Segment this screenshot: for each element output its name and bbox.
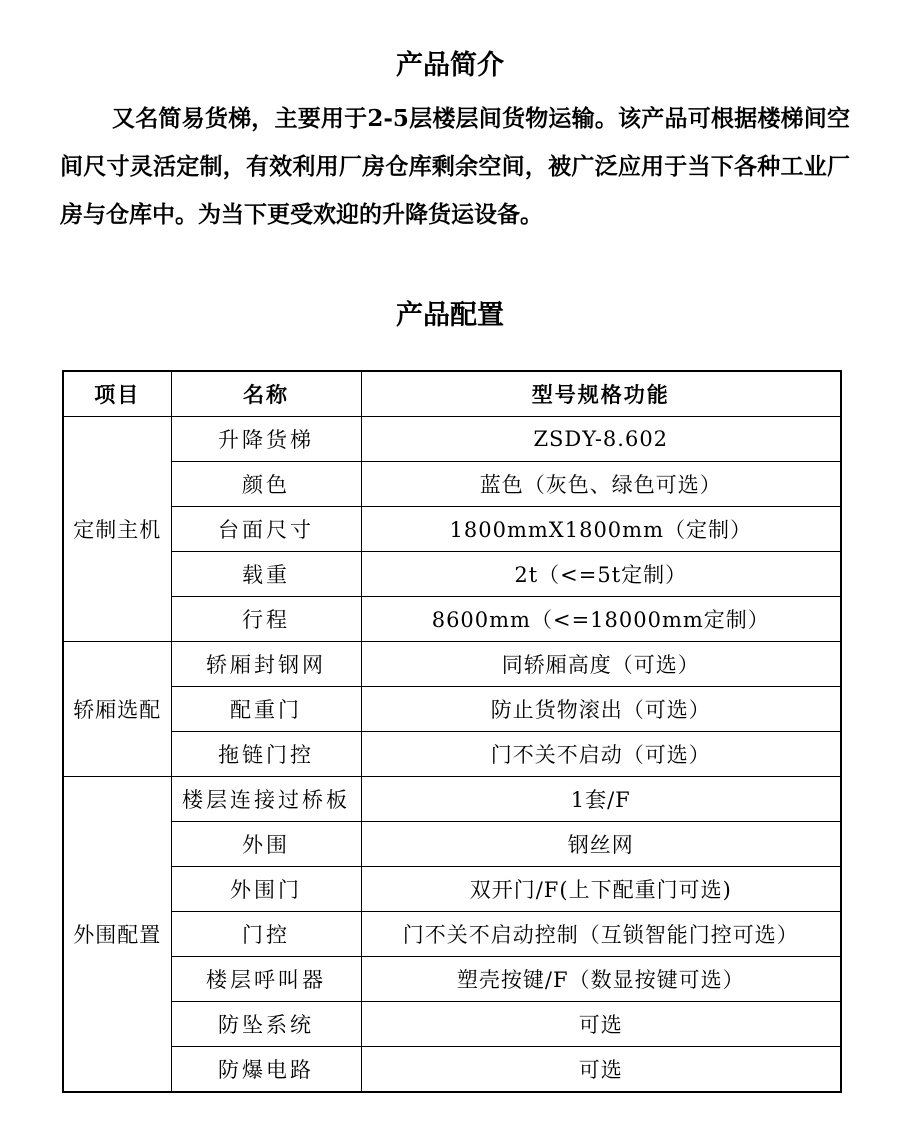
row-name: 行程 <box>171 597 361 642</box>
row-name: 载重 <box>171 552 361 597</box>
header-spec: 型号规格功能 <box>361 371 841 417</box>
table-row <box>63 1002 841 1047</box>
table-row <box>63 462 841 507</box>
table-row <box>63 822 841 867</box>
row-name: 楼层呼叫器 <box>171 957 361 1002</box>
row-name: 防坠系统 <box>171 1002 361 1047</box>
config-table <box>62 370 842 1093</box>
table-row <box>63 912 841 957</box>
group-label-cabin: 轿厢选配 <box>63 642 171 777</box>
intro-title: 产品简介 <box>396 50 504 81</box>
header-name: 名称 <box>171 371 361 417</box>
row-name: 升降货梯 <box>171 417 361 462</box>
table-row <box>63 957 841 1002</box>
row-spec: 1套/F <box>361 777 841 822</box>
row-spec: 1800mmX1800mm（定制） <box>361 507 841 552</box>
row-spec: ZSDY-8.602 <box>361 417 841 462</box>
table-row <box>63 642 841 687</box>
header-item: 项目 <box>63 371 171 417</box>
row-name: 配重门 <box>171 687 361 732</box>
config-title: 产品配置 <box>396 300 504 331</box>
row-spec: 2t（<=5t定制） <box>361 552 841 597</box>
table-row <box>63 417 841 462</box>
row-spec: 同轿厢高度（可选） <box>361 642 841 687</box>
table-row <box>63 732 841 777</box>
row-name: 门控 <box>171 912 361 957</box>
table-row <box>63 597 841 642</box>
row-spec: 8600mm（<=18000mm定制） <box>361 597 841 642</box>
row-name: 楼层连接过桥板 <box>171 777 361 822</box>
row-spec: 蓝色（灰色、绿色可选） <box>361 462 841 507</box>
table-header-row <box>63 371 841 417</box>
row-spec: 钢丝网 <box>361 822 841 867</box>
table-row <box>63 507 841 552</box>
row-spec: 塑壳按键/F（数显按键可选） <box>361 957 841 1002</box>
table-row <box>63 867 841 912</box>
row-spec: 防止货物滚出（可选） <box>361 687 841 732</box>
row-spec: 双开门/F(上下配重门可选) <box>361 867 841 912</box>
row-name: 台面尺寸 <box>171 507 361 552</box>
group-label-perimeter: 外围配置 <box>63 777 171 1093</box>
table-row <box>63 687 841 732</box>
intro-paragraph: 又名简易货梯，主要用于2-5层楼层间货物运输。该产品可根据楼梯间空间尺寸灵活定制，有效利用厂房仓库剩余空间，被广泛应用于当下各种工业厂房与仓库中。为当下更受欢迎的升降货运设备。 <box>60 105 850 228</box>
row-name: 防爆电路 <box>171 1047 361 1093</box>
row-spec: 门不关不启动（可选） <box>361 732 841 777</box>
row-spec: 门不关不启动控制（互锁智能门控可选） <box>361 912 841 957</box>
row-name: 外围门 <box>171 867 361 912</box>
row-name: 颜色 <box>171 462 361 507</box>
table-row <box>63 777 841 822</box>
row-name: 外围 <box>171 822 361 867</box>
row-name: 轿厢封钢网 <box>171 642 361 687</box>
table-row <box>63 1047 841 1093</box>
table-row <box>63 552 841 597</box>
group-label-host: 定制主机 <box>63 417 171 642</box>
row-name: 拖链门控 <box>171 732 361 777</box>
row-spec: 可选 <box>361 1047 841 1093</box>
row-spec: 可选 <box>361 1002 841 1047</box>
